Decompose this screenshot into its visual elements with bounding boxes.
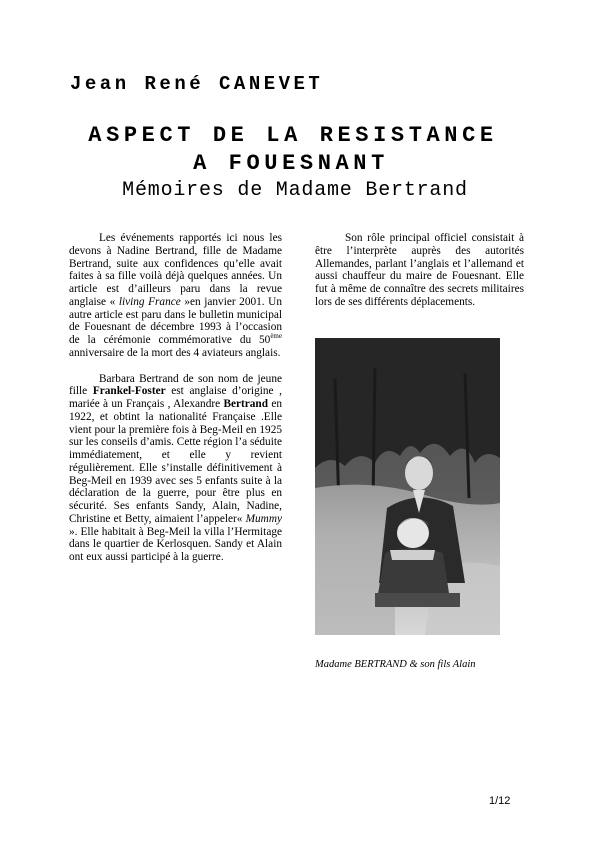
document-subtitle: Mémoires de Madame Bertrand (122, 179, 468, 202)
intro-paragraph: Les événements rapportés ici nous les devons à Nadine Bertrand, fille de Madame Bertrand, suite aux confidences qu’elle avait faites à sa fille voilà déjà quelques années. Un article est d’ailleurs paru dans la revue anglaise « living France »en janvier 2001. Un autre article est paru dans le bulletin municipal de Fouesnant de décembre 1993 à l’occasion de la cérémonie commémorative du 50ème anniversaire de la mort des 4 aviateurs anglais. (69, 232, 282, 359)
right-text-column (315, 232, 524, 309)
page-number: 1/12 (489, 795, 511, 807)
document-title-line2: A FOUESNANT (193, 151, 389, 176)
biography-paragraph: Barbara Bertrand de son nom de jeune fille Frankel-Foster est anglaise d’origine , mariée à un Français , Alexandre Bertrand en 1922, et obtint la nationalité Française .Elle vient pour la première fois à Beg-Meil en 1925 sur les conseils d’amis. Cette région l’a séduite immédiatement, et elle y revient régulièrement. Elle s’installe définitivement à Beg-Meil en 1939 avec ses 5 enfants suite à la déclaration de la guerre, pour être plus en sécurité. Ses enfants Sandy, Alain, Nadine, Christine et Betty, aimaient l’appeler« Mummy ». Elle habitait à Beg-Meil la villa l’Hermitage dans le quartier de Kerlosquen. Sandy et Alain ont eux aussi participé à la guerre. (69, 372, 282, 563)
left-text-column (69, 232, 282, 564)
document-title-line1: ASPECT DE LA RESISTANCE (88, 123, 498, 148)
portrait-photo (315, 338, 500, 635)
author-name: Jean René CANEVET (70, 73, 324, 95)
photo-caption: Madame BERTRAND & son fils Alain (315, 659, 476, 670)
role-paragraph: Son rôle principal officiel consistait à être l’interprète auprès des autorités Allemandes, parlant l’anglais et l’allemand et aussi chauffeur du maire de Fouesnant. Elle fut à même de connaître des secrets militaires lors de ses différents déplacements. (315, 232, 524, 308)
